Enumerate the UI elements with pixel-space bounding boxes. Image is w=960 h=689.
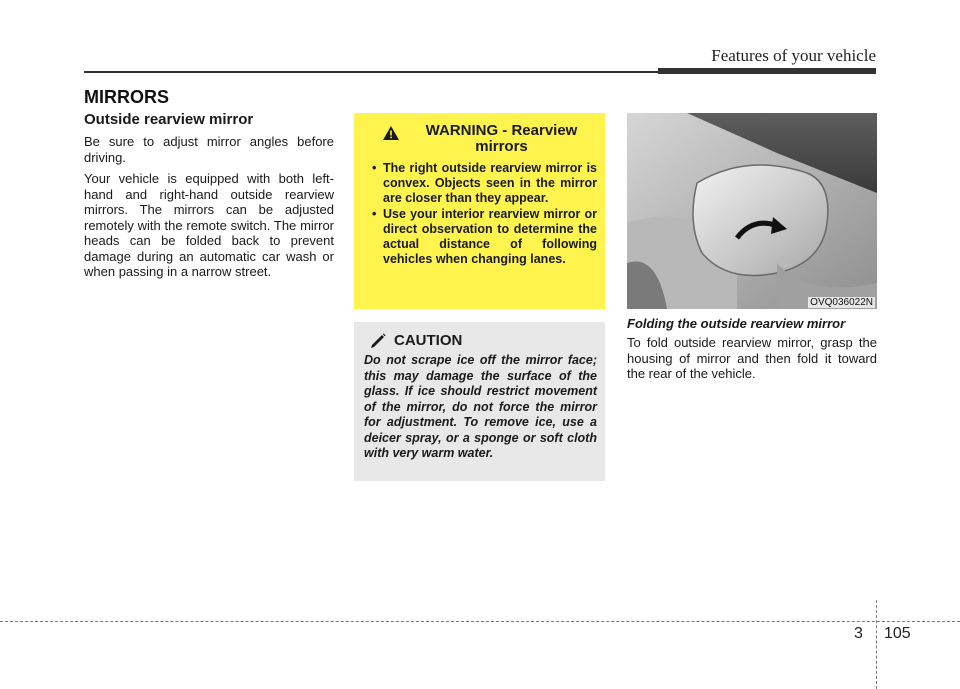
folding-section: [627, 316, 877, 382]
warning-title: WARNING - Rearview mirrors: [425, 122, 578, 155]
header-rule-thick: [658, 68, 876, 74]
header-title: Features of your vehicle: [711, 46, 876, 65]
page-number: 105: [884, 625, 911, 642]
folding-heading: Folding the outside rearview mirror: [627, 316, 846, 331]
description-paragraph: Your vehicle is equipped with both left-hand and right-hand outside rearview mirrors. The mirrors can be adjusted remotely with the remote switch. The mirror heads can be folded back to prevent damage during an automatic car wash or when passing in a narrow street.: [84, 171, 334, 279]
caution-header: [364, 332, 597, 349]
caution-box: [354, 322, 605, 481]
caution-title: CAUTION: [394, 332, 463, 349]
intro-paragraph: Be sure to adjust mirror angles before driving.: [84, 134, 334, 165]
warning-header: [372, 123, 597, 155]
folding-mirror-drawing: [627, 113, 877, 309]
outside-mirror-section: [84, 111, 334, 286]
mirror-illustration: [627, 113, 877, 309]
warning-list: [372, 161, 597, 267]
warning-item: • Use your interior rearview mirror or direct observation to determine the actual distance of following vehicles when changing lanes.: [372, 207, 597, 267]
header-rule: [84, 71, 658, 73]
folding-text: To fold outside rearview mirror, grasp the housing of mirror and then fold it toward the rear of the vehicle.: [627, 335, 877, 381]
outside-mirror-heading: Outside rearview mirror: [84, 111, 254, 128]
figure-code: OVQ036022N: [810, 297, 873, 308]
chapter-number: 3: [854, 625, 863, 642]
warning-triangle-icon: [382, 125, 400, 141]
warning-box: [354, 113, 605, 309]
section-title: MIRRORS: [84, 87, 169, 107]
caution-pencil-icon: [370, 333, 386, 349]
footer-rule: [0, 621, 960, 622]
caution-text: Do not scrape ice off the mirror face; this may damage the surface of the glass. If ice should restrict movement of the mirror, do not force the mirror for adjustment. To remove ice, use a deicer spray, or a sponge or soft cloth with very warm water.: [364, 353, 597, 460]
footer-divider: [876, 600, 877, 689]
warning-item: • The right outside rearview mirror is convex. Objects seen in the mirror are closer than they appear.: [372, 161, 597, 206]
